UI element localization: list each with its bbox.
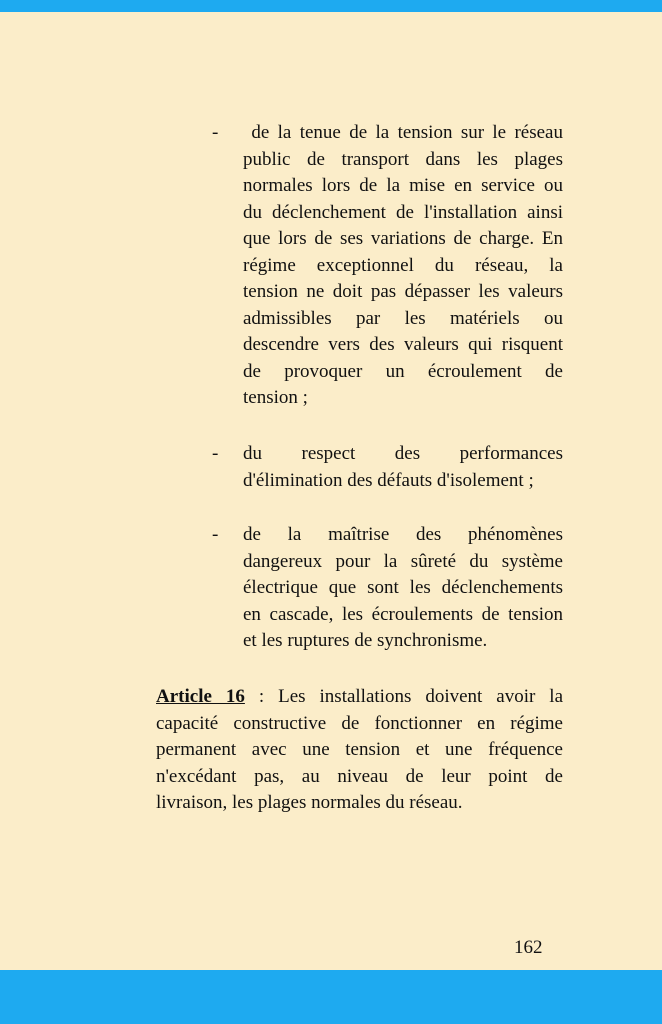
bullet-dash: -	[212, 524, 219, 545]
bullet-text	[243, 522, 563, 655]
text-line: admissibles par les matériels ou	[243, 307, 563, 329]
text-line: descendre vers des valeurs qui risquent	[243, 334, 563, 355]
page-number: 162	[514, 937, 543, 958]
article-16	[156, 684, 563, 817]
text-line: de la tenue de la tension sur le réseau	[243, 122, 563, 143]
top-band	[0, 0, 662, 12]
text-line: dangereux pour la sûreté du système	[243, 550, 563, 572]
text-line: du déclenchement de l'installation ainsi	[243, 201, 563, 223]
text-line: que lors de ses variations de charge. En	[243, 228, 563, 249]
text-line: public de transport dans les plages	[243, 148, 563, 170]
bullet-text	[243, 120, 563, 412]
text-line: tension ;	[243, 387, 308, 408]
text-line: de provoquer un écroulement de	[243, 360, 563, 382]
text-line: livraison, les plages normales du réseau.	[156, 792, 463, 813]
text-line: et les ruptures de synchronisme.	[243, 630, 488, 651]
text-line: du respect des performances	[243, 443, 563, 464]
text-line: n'excédant pas, au niveau de leur point de	[156, 765, 563, 787]
bullet-dash: -	[212, 122, 219, 143]
text-line: capacité constructive de fonctionner en régime	[156, 712, 563, 734]
text-line: de la maîtrise des phénomènes	[243, 524, 563, 545]
text-line: permanent avec une tension et une fréquence	[156, 739, 563, 760]
bottom-band	[0, 970, 662, 1024]
bullet-text	[243, 441, 563, 494]
text-line: électrique que sont les déclenchements	[243, 577, 563, 598]
text-line: en cascade, les écroulements de tension	[243, 603, 563, 625]
text-line: tension ne doit pas dépasser les valeurs	[243, 281, 563, 302]
text-line: normales lors de la mise en service ou	[243, 175, 563, 196]
text-line: d'élimination des défauts d'isolement ;	[243, 469, 534, 491]
text-line: régime exceptionnel du réseau, la	[243, 254, 563, 276]
article-heading: Article 16	[156, 686, 245, 707]
bullet-dash: -	[212, 443, 219, 464]
article-text: : Les installations doivent avoir la	[244, 686, 564, 707]
article-first-line	[156, 684, 563, 711]
